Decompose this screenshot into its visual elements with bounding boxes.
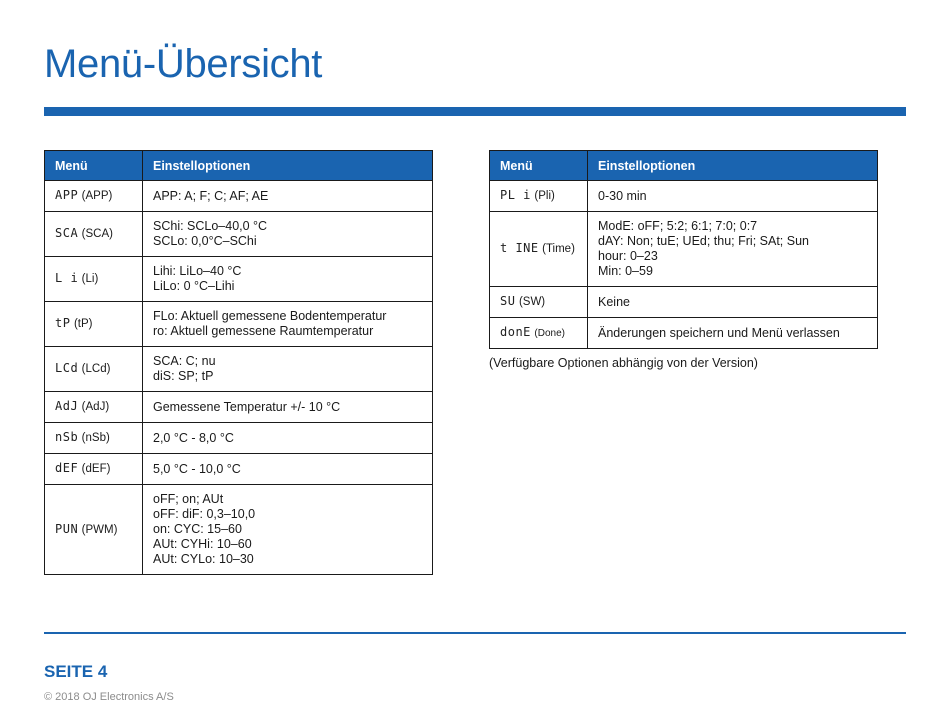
table-row	[45, 485, 433, 575]
menu-code-cell	[490, 318, 588, 349]
option-line: Änderungen speichern und Menü verlassen	[598, 325, 840, 340]
segment-display-code: AdJ	[55, 399, 79, 413]
option-line: FLo: Aktuell gemessene Bodentemperatur	[153, 309, 387, 323]
menu-code-cell	[490, 287, 588, 318]
menu-code-cell	[490, 181, 588, 212]
options-cell	[143, 212, 433, 257]
page-title: Menü-Übersicht	[44, 42, 323, 86]
availability-note: (Verfügbare Optionen abhängig von der Version)	[489, 356, 758, 370]
segment-display-code: nSb	[55, 430, 79, 444]
header-options: Einstelloptionen	[143, 151, 433, 181]
options-cell	[588, 287, 878, 318]
segment-display-code: APP	[55, 188, 79, 202]
option-line: Gemessene Temperatur +/- 10 °C	[153, 399, 341, 414]
options-cell	[143, 302, 433, 347]
menu-abbreviation: (APP)	[81, 190, 113, 202]
table-header-row	[45, 151, 433, 181]
menu-abbreviation: (Done)	[534, 328, 565, 339]
segment-display-code: dEF	[55, 461, 79, 475]
menu-abbreviation: (SW)	[518, 296, 546, 308]
option-line: Min: 0–59	[598, 264, 653, 278]
copyright: © 2018 OJ Electronics A/S	[44, 691, 174, 703]
options-cell	[143, 257, 433, 302]
menu-code-cell	[45, 454, 143, 485]
option-line: AUt: CYHi: 10–60	[153, 537, 252, 551]
option-line: SCA: C; nu	[153, 354, 216, 368]
menu-abbreviation: (AdJ)	[81, 401, 110, 413]
option-line: on: CYC: 15–60	[153, 522, 242, 536]
menu-table-left	[44, 150, 433, 575]
options-cell	[588, 212, 878, 287]
option-line: ModE: oFF; 5:2; 6:1; 7:0; 0:7	[598, 219, 758, 233]
option-line: Keine	[598, 294, 630, 309]
menu-abbreviation: (Pli)	[534, 190, 555, 202]
menu-code-cell	[45, 257, 143, 302]
table-row	[490, 318, 878, 349]
menu-code-cell	[45, 423, 143, 454]
menu-table-right	[489, 150, 878, 349]
segment-display-code: donE	[500, 325, 531, 339]
title-underline-bar	[44, 107, 906, 116]
option-line: ro: Aktuell gemessene Raumtemperatur	[153, 324, 374, 338]
segment-display-code: L i	[55, 271, 79, 285]
table-row	[45, 347, 433, 392]
menu-code-cell	[45, 181, 143, 212]
options-cell	[143, 392, 433, 423]
options-cell	[588, 181, 878, 212]
menu-code-cell	[490, 212, 588, 287]
option-line: SChi: SCLo–40,0 °C	[153, 219, 268, 233]
menu-abbreviation: (dEF)	[81, 463, 111, 475]
table-row	[45, 302, 433, 347]
option-line: 2,0 °C - 8,0 °C	[153, 430, 234, 445]
option-line: Lihi: LiLo–40 °C	[153, 264, 242, 278]
segment-display-code: PUN	[55, 521, 79, 536]
segment-display-code: PL i	[500, 188, 531, 202]
segment-display-code: LCd	[55, 361, 79, 375]
footer-divider	[44, 632, 906, 634]
segment-display-code: SU	[500, 294, 516, 308]
option-line: AUt: CYLo: 10–30	[153, 552, 254, 566]
option-line: 0-30 min	[598, 188, 647, 203]
menu-abbreviation: (Li)	[81, 273, 99, 285]
menu-code-cell	[45, 302, 143, 347]
table-row	[45, 392, 433, 423]
header-menu: Menü	[45, 151, 143, 181]
options-cell	[143, 485, 433, 575]
table-header-row	[490, 151, 878, 181]
option-line: oFF; on; AUt	[153, 492, 224, 506]
options-cell	[143, 181, 433, 212]
option-line: hour: 0–23	[598, 249, 658, 263]
table-row	[490, 212, 878, 287]
option-line: SCLo: 0,0°C–SChi	[153, 234, 257, 248]
menu-abbreviation: (LCd)	[81, 363, 111, 375]
segment-display-code: tP	[55, 316, 71, 330]
header-menu: Menü	[490, 151, 588, 181]
options-cell	[143, 423, 433, 454]
option-line: oFF: diF: 0,3–10,0	[153, 507, 256, 521]
option-line: dAY: Non; tuE; UEd; thu; Fri; SAt; Sun	[598, 234, 809, 248]
menu-abbreviation: (tP)	[73, 318, 93, 330]
option-line: 5,0 °C - 10,0 °C	[153, 461, 241, 476]
menu-abbreviation: (nSb)	[81, 432, 110, 444]
option-line: APP: A; F; C; AF; AE	[153, 188, 269, 203]
header-options: Einstelloptionen	[588, 151, 878, 181]
menu-code-cell	[45, 212, 143, 257]
options-cell	[588, 318, 878, 349]
menu-code-cell	[45, 485, 143, 575]
segment-display-code: t INE	[500, 241, 539, 255]
menu-code-cell	[45, 347, 143, 392]
menu-abbreviation: (Time)	[542, 243, 575, 255]
option-line: LiLo: 0 °C–Lihi	[153, 279, 235, 293]
page-number: SEITE 4	[44, 662, 108, 681]
menu-abbreviation: (PWM)	[81, 523, 118, 536]
option-line: diS: SP; tP	[153, 369, 214, 383]
table-row	[45, 423, 433, 454]
table-row	[45, 181, 433, 212]
table-row	[45, 257, 433, 302]
menu-code-cell	[45, 392, 143, 423]
options-cell	[143, 454, 433, 485]
segment-display-code: SCA	[55, 226, 79, 240]
table-row	[490, 181, 878, 212]
table-row	[45, 454, 433, 485]
options-cell	[143, 347, 433, 392]
menu-abbreviation: (SCA)	[81, 228, 113, 240]
table-row	[45, 212, 433, 257]
table-row	[490, 287, 878, 318]
